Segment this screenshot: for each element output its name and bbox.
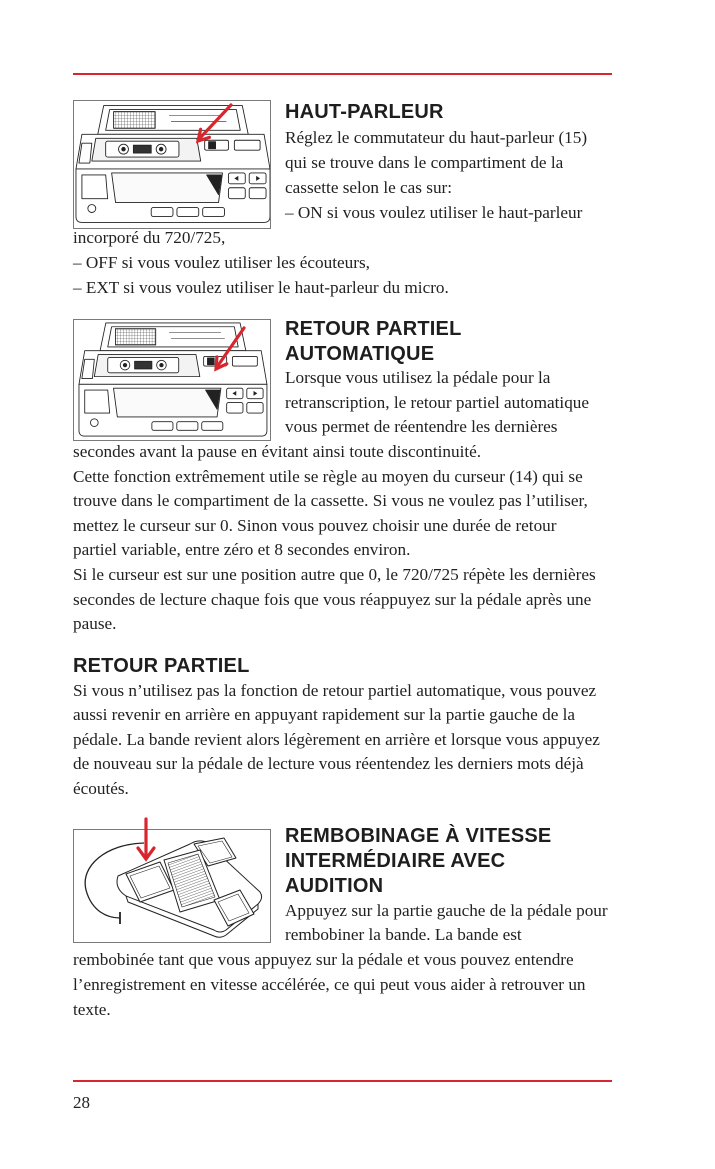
text-line: rembobiner la bande. La bande est xyxy=(285,925,522,945)
section-heading: AUTOMATIQUE xyxy=(285,342,435,365)
section-heading: INTERMÉDIAIRE AVEC xyxy=(285,849,506,872)
text-line: mettez le curseur sur 0. Sinon vous pouvez choisir une durée de retour xyxy=(73,515,557,535)
text-line: secondes de lecture chaque fois que vous réappuyez sur la pédale après une xyxy=(73,589,592,609)
text-line: – ON si vous voulez utiliser le haut-parleur xyxy=(285,203,583,222)
text-line: trouve dans le compartiment de la cassette. Si vous ne voulez pas l’utiliser, xyxy=(73,491,588,511)
rewind-section xyxy=(73,824,673,1023)
auto-backspace-section xyxy=(73,317,673,637)
text-line: cassette selon le cas sur: xyxy=(285,178,453,197)
text-line: retranscription, le retour partiel automatique xyxy=(285,392,590,412)
section-heading: HAUT-PARLEUR xyxy=(285,101,444,123)
text-line: – OFF si vous voulez utiliser les écouteurs, xyxy=(73,253,370,272)
section-heading: RETOUR PARTIEL xyxy=(285,318,462,340)
bottom-rule xyxy=(73,1080,612,1082)
speaker-section xyxy=(73,100,673,300)
section-heading: REMBOBINAGE À VITESSE xyxy=(285,825,552,847)
text-line: Si vous n’utilisez pas la fonction de retour partiel automatique, vous pouvez xyxy=(73,680,597,700)
top-rule xyxy=(73,73,612,75)
section-heading: AUDITION xyxy=(285,874,384,897)
text-line: pédale. La bande revient alors légèrement en arrière et lorsque vous appuyez xyxy=(73,729,600,749)
text-line: de nouveau sur la pédale de lecture vous réentendez les derniers mots déjà xyxy=(73,754,584,774)
text-line: – EXT si vous voulez utiliser le haut-parleur du micro. xyxy=(73,278,449,297)
text-line: vous permet de réentendre les dernières xyxy=(285,417,558,437)
text-line: pause. xyxy=(73,614,117,634)
text-line: Si le curseur est sur une position autre que 0, le 720/725 répète les dernières xyxy=(73,564,596,584)
text-line: Cette fonction extrêmement utile se règle au moyen du curseur (14) qui se xyxy=(73,466,583,486)
text-line: l’enregistrement en vitesse accélérée, ce qui peut vous aider à retrouver un xyxy=(73,975,586,995)
section-heading: RETOUR PARTIEL xyxy=(73,655,250,677)
text-line: partiel variable, entre zéro et 8 secondes environ. xyxy=(73,540,411,560)
text-line: texte. xyxy=(73,999,111,1019)
text-line: écoutés. xyxy=(73,778,129,798)
text-line: secondes avant la pause en évitant ainsi toute discontinuité. xyxy=(73,441,482,461)
manual-backspace-section xyxy=(73,654,673,802)
text-line: incorporé du 720/725, xyxy=(73,228,226,247)
text-line: qui se trouve dans le compartiment de la xyxy=(285,153,564,172)
text-line: Lorsque vous utilisez la pédale pour la xyxy=(285,368,551,388)
page-number: 28 xyxy=(73,1093,90,1112)
text-line: rembobinée tant que vous appuyez sur la pédale et vous pouvez entendre xyxy=(73,950,574,970)
text-line: Réglez le commutateur du haut-parleur (15) xyxy=(285,128,588,147)
text-line: Appuyez sur la partie gauche de la pédale pour xyxy=(285,900,608,920)
text-line: aussi revenir en arrière en appuyant rapidement sur la partie gauche de la xyxy=(73,705,576,725)
